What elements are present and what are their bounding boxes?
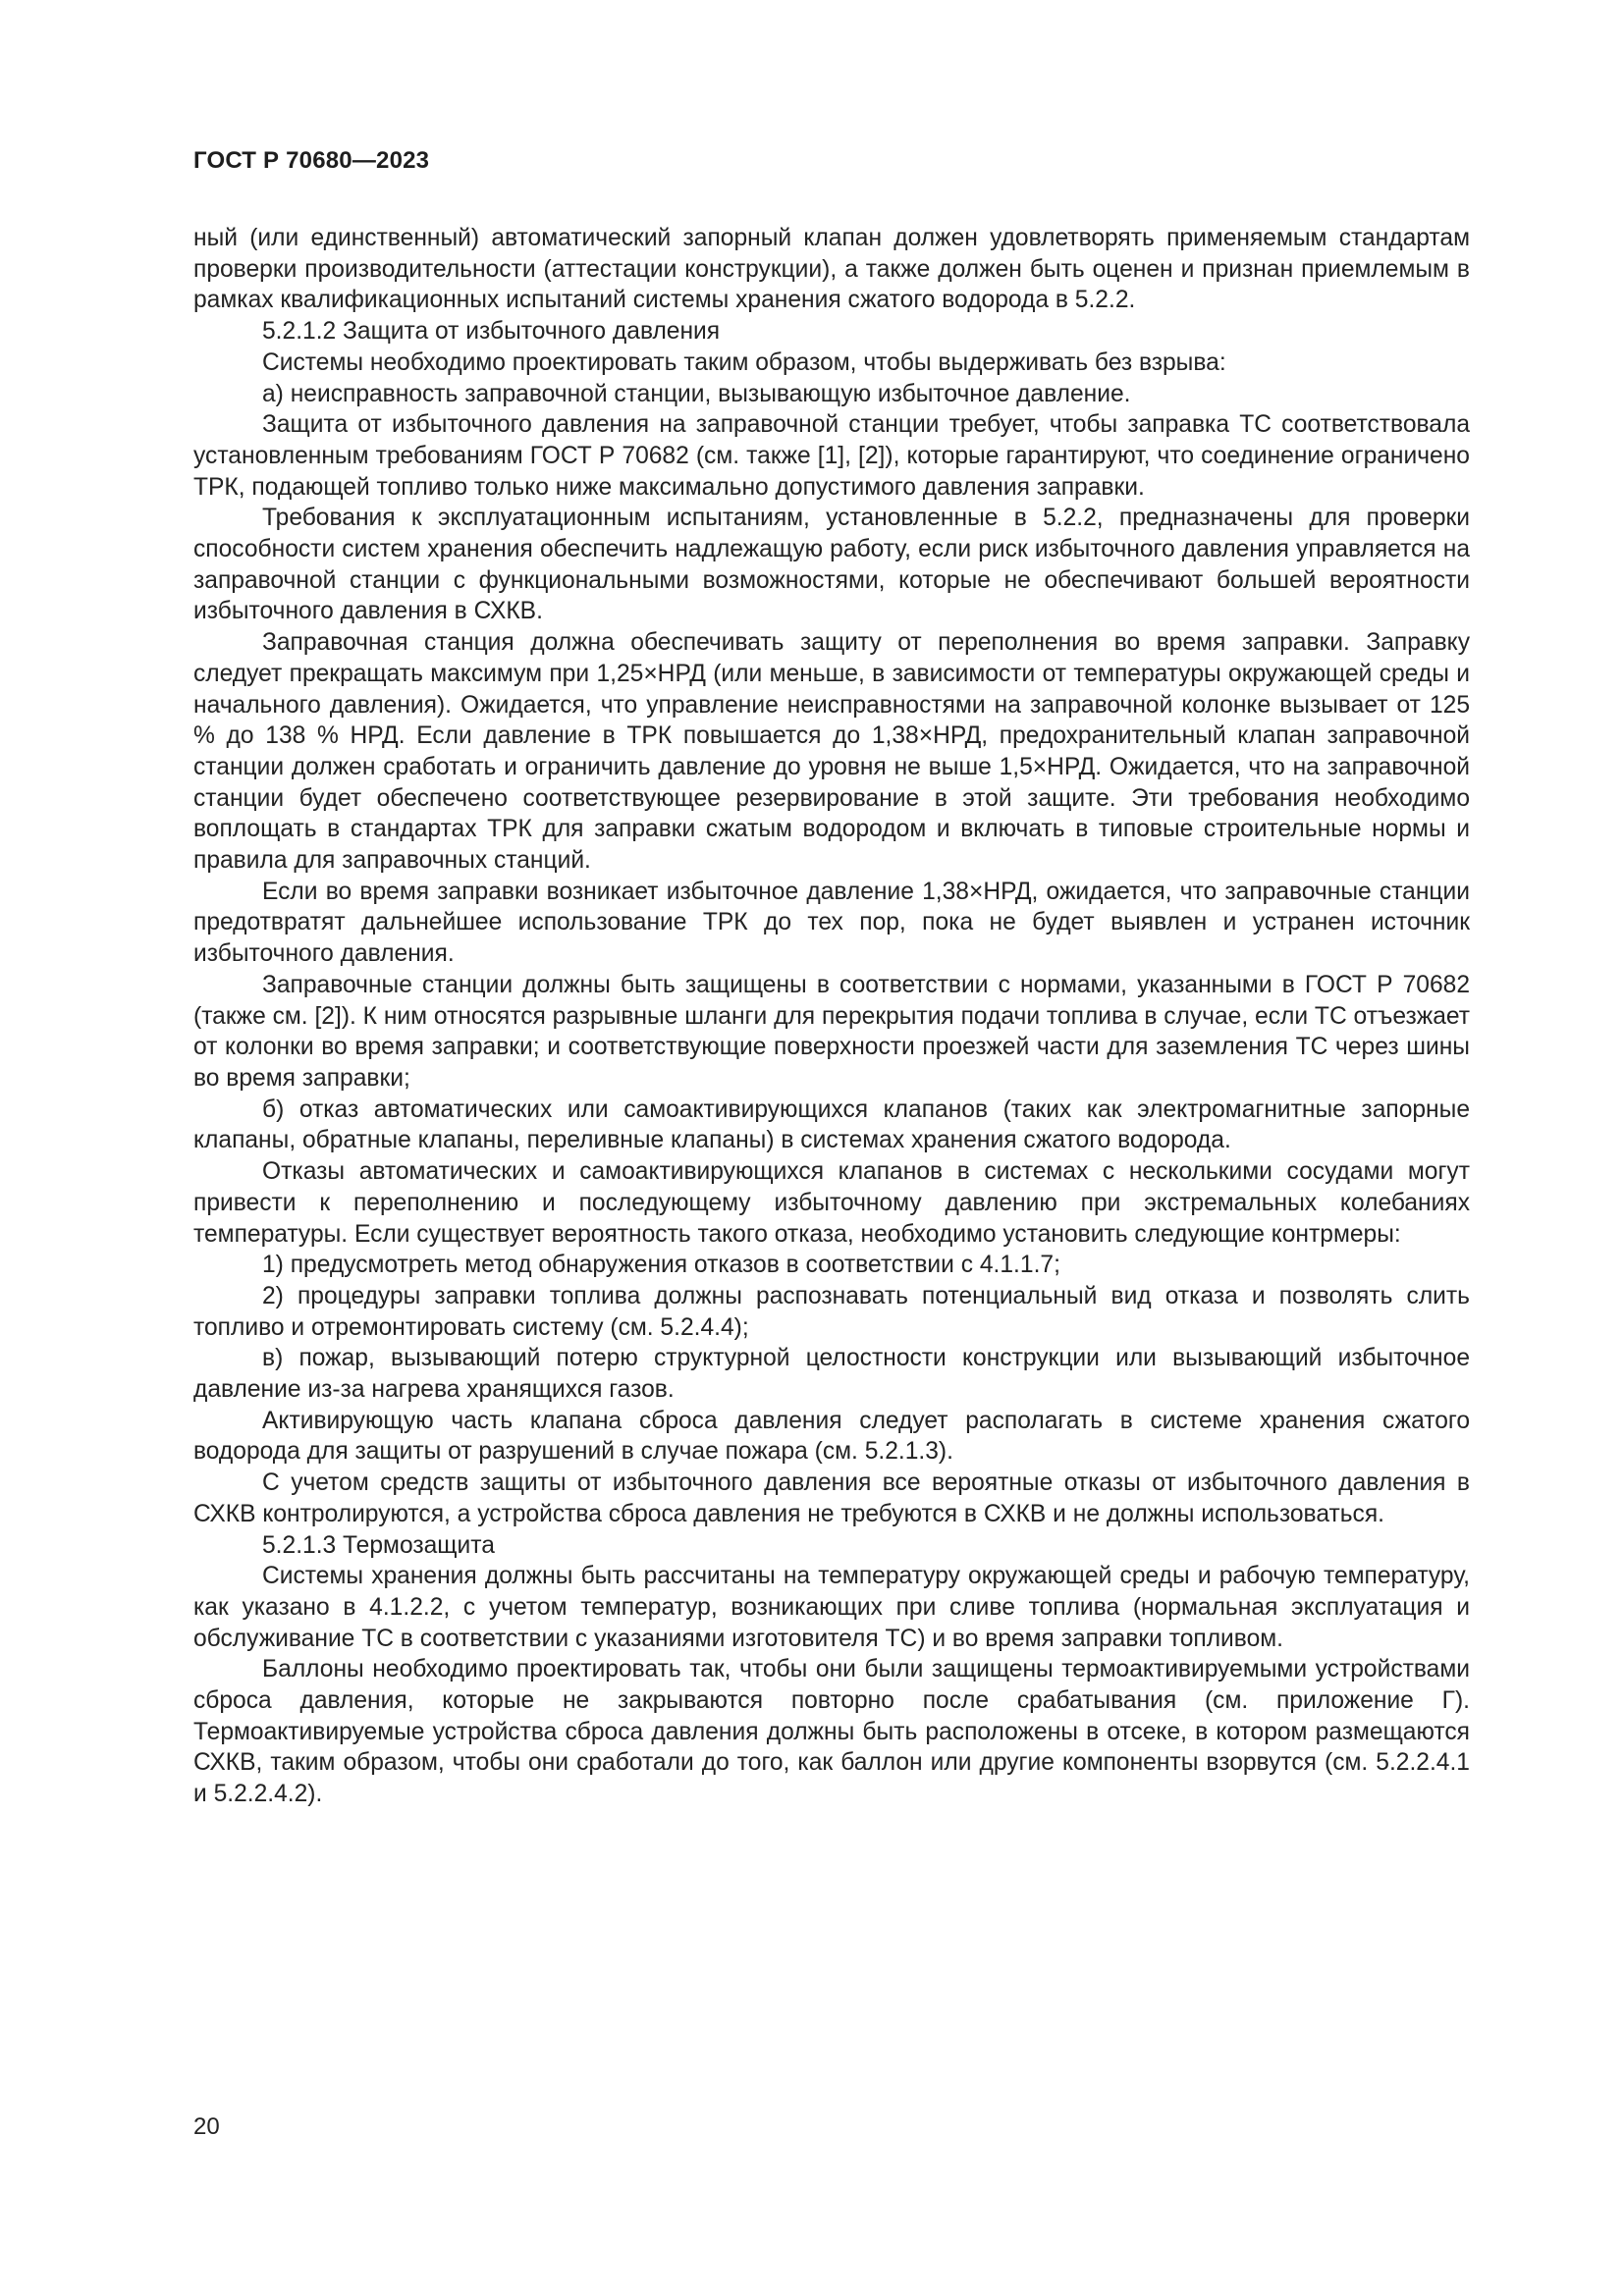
paragraph: Требования к эксплуатационным испытаниям, установленные в 5.2.2, предназначены для проверки способности систем хранения обеспечить надлежащую работу, если риск избыточного давления управляется на заправочной станции с функциональными возможностями, которые не обеспечивают большей вероятности избыточного давления в СХКВ. xyxy=(193,505,1470,625)
paragraph: Отказы автоматических и самоактивирующихся клапанов в системах с несколькими сосудами могут привести к переполнению и последующему избыточному давлению при экстремальных колебаниях температуры. Если существует вероятность такого отказа, необходимо установить следующие контрмеры: xyxy=(193,1158,1470,1248)
paragraph: ный (или единственный) автоматический запорный клапан должен удовлетворять применяемым стандартам проверки производительности (аттестации конструкции), а также должен быть оценен и признан приемлемым в рамках квалификационных испытаний системы хранения сжатого водорода в 5.2.2. xyxy=(193,225,1470,314)
paragraph: Баллоны необходимо проектировать так, чтобы они были защищены термоактивируемыми устройствами сброса давления, которые не закрываются повторно после срабатывания (см. приложение Г). Термоактивируемые устройства сброса давления должны быть расположены в отсеке, в котором размещаются СХКВ, таким образом, чтобы они сработали до того, как баллон или другие компоненты взорвутся (см. 5.2.2.4.1 и 5.2.2.4.2). xyxy=(193,1656,1470,1808)
list-item: б) отказ автоматических или самоактивирующихся клапанов (таких как электромагнитные запорные клапаны, обратные клапаны, переливные клапаны) в системах хранения сжатого водорода. xyxy=(193,1095,1470,1154)
paragraph: Заправочная станция должна обеспечивать защиту от переполнения во время заправки. Заправку следует прекращать максимум при 1,25×НРД (или меньше, в зависимости от температуры окружающей среды и начального давления). Ожидается, что управление неисправностями на заправочной колонке вызывает от 125 % до 138 % НРД. Если давление в ТРК повышается до 1,38×НРД, предохранительный клапан заправочной станции должен сработать и ограничить давление до уровня не выше 1,5×НРД. Ожидается, что на заправочной станции будет обеспечено соответствующее резервирование в этой защите. Эти требования необходимо воплощать в стандартах ТРК для заправки сжатым водородом и включать в типовые строительные нормы и правила для заправочных станций. xyxy=(193,629,1470,875)
paragraph: С учетом средств защиты от избыточного давления все вероятные отказы от избыточного давления в СХКВ контролируются, а устройства сброса давления не требуются в СХКВ и не должны использоваться. xyxy=(193,1469,1470,1527)
paragraph: Активирующую часть клапана сброса давления следует располагать в системе хранения сжатого водорода для защиты от разрушений в случае пожара (см. 5.2.1.3). xyxy=(193,1407,1470,1466)
list-item: в) пожар, вызывающий потерю структурной целостности конструкции или вызывающий избыточное давление из-за нагрева хранящихся газов. xyxy=(193,1345,1470,1404)
paragraph: Если во время заправки возникает избыточное давление 1,38×НРД, ожидается, что заправочные станции предотвратят дальнейшее использование ТРК до тех пор, пока не будет выявлен и устранен источник избыточного давления. xyxy=(193,878,1470,968)
paragraph: Заправочные станции должны быть защищены в соответствии с нормами, указанными в ГОСТ Р 70682 (также см. [2]). К ним относятся разрывные шланги для перекрытия подачи топлива в случае, если ТС отъезжает от колонки во время заправки; и соответствующие поверхности проезжей части для заземления ТС через шины во время заправки; xyxy=(193,971,1470,1092)
section-heading: 5.2.1.2 Защита от избыточного давления xyxy=(262,318,721,346)
page-number: 20 xyxy=(193,2113,220,2140)
list-item: 1) предусмотреть метод обнаружения отказов в соответствии с 4.1.1.7; xyxy=(262,1252,1060,1279)
section-heading: 5.2.1.3 Термозащита xyxy=(262,1531,495,1559)
paragraph: Защита от избыточного давления на заправочной станции требует, чтобы заправка ТС соответствовала установленным требованиям ГОСТ Р 70682 (см. также [1], [2]), которые гарантируют, что соединение ограничено ТРК, подающей топливо только ниже максимально допустимого давления заправки. xyxy=(193,411,1470,501)
list-item: 2) процедуры заправки топлива должны распознавать потенциальный вид отказа и позволять слить топливо и отремонтировать систему (см. 5.2.4.4); xyxy=(193,1282,1470,1341)
document-header: ГОСТ Р 70680—2023 xyxy=(193,147,430,174)
paragraph: Системы необходимо проектировать таким образом, чтобы выдерживать без взрыва: xyxy=(262,348,1226,376)
paragraph: Системы хранения должны быть рассчитаны на температуру окружающей среды и рабочую температуру, как указано в 4.1.2.2, с учетом температур, возникающих при сливе топлива (нормальная эксплуатация и обслуживание ТС в соответствии с указаниями изготовителя ТС) и во время заправки топливом. xyxy=(193,1563,1470,1652)
document-body xyxy=(193,223,1470,1810)
list-item: а) неисправность заправочной станции, вызывающую избыточное давление. xyxy=(262,380,1131,407)
